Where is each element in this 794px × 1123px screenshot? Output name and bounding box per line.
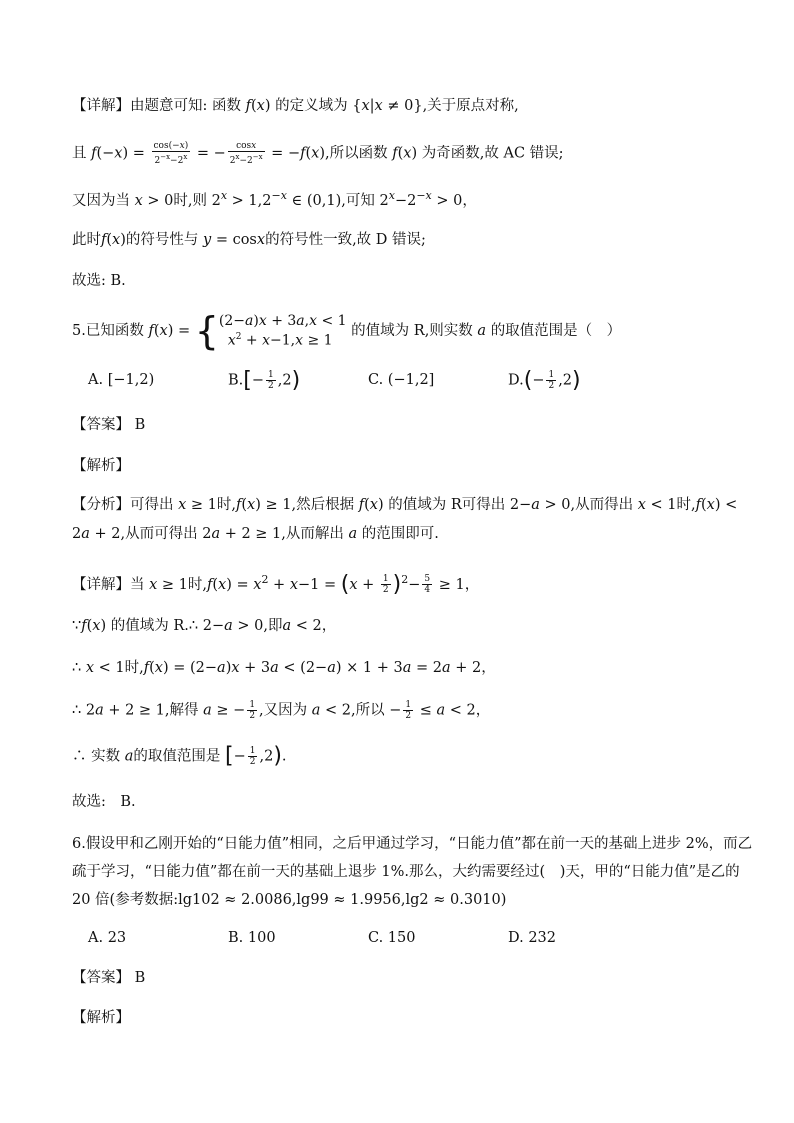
detail-line-3: 又因为当 x > 0时,则 $2^x > 1,2^{-x}$ ∈ (0,1),可知 $2^x-2^{-x} > 0$， — [72, 189, 477, 209]
analysis-line-2: 2a + 2,从而可得出 2a + 2 ≥ 1,从而解出 a 的范围即可. — [72, 526, 439, 542]
detail-step-5: ∴ 实数 a的取值范围是 [− $\frac{1}{2}$ ,2). — [72, 743, 287, 769]
detail-line-2: 且 f(−x) = $\frac{\cos(-x)}{2^{-x}-2^x}$ = − $\frac{\cos x}{2^x-2^{-x}}$ = −f(x),所以函数 f(x) 为奇函数,故 AC 错误; — [72, 141, 564, 166]
q5-answer: 【答案】 B — [72, 417, 146, 433]
q6-option-b: B. 100 — [228, 930, 276, 946]
question-6-line-1: 6.假设甲和乙刚开始的“日能力值”相同，之后甲通过学习，“日能力值”都在前一天的基础上进步 2%，而乙 — [72, 836, 753, 852]
detail-step-1: 【详解】当 x ≥ 1时$,f(x) = x^2 + x-1 = (x$ + $\frac{1}{2}$ )$^2$− $\frac{5}{4}$ ≥ 1， — [72, 571, 480, 597]
detail-label: 【详解】 — [72, 98, 130, 114]
q6-option-c: C. 150 — [368, 930, 416, 946]
analysis-line-1: 【分析】可得出 x ≥ 1时,f(x) ≥ 1,然后根据 f(x) 的值域为 R可得出 2−a > 0,从而得出 x < 1时,f(x) < — [72, 497, 738, 513]
q5-analysis-label: 【解析】 — [72, 458, 130, 474]
q5-option-d: D.(− $\frac{1}{2}$ ,2) — [508, 368, 581, 393]
detail-line-1: 【详解】由题意可知: 函数 f(x) 的定义域为 {x|x ≠ 0},关于原点对称, — [72, 98, 519, 114]
detail-step-2: ∵f(x) 的值域为 R.∴ 2−a > 0,即a < 2， — [72, 618, 337, 634]
q6-answer: 【答案】 B — [72, 970, 146, 986]
choose-line-2: 故选: B. — [72, 794, 136, 810]
q5-option-c: C. (−1,2] — [368, 372, 435, 388]
question-6-line-3: 20 倍(参考数据:lg102 ≈ 2.0086,lg99 ≈ 1.9956,lg2 ≈ 0.3010) — [72, 892, 507, 908]
detail-step-4: ∴ 2a + 2 ≥ 1,解得 a ≥ − $\frac{1}{2}$ ,又因为 a < 2,所以 − $\frac{1}{2}$ ≤ a < 2， — [72, 700, 491, 721]
q6-option-d: D. 232 — [508, 930, 557, 946]
question-5: 5.已知函数 f(x) = { (2−a)x + 3a,x < 1 $x^2 + x-1,x \ge 1$ 的值域为 R,则实数 a 的取值范围是（ ） — [72, 309, 622, 353]
choose-line-1: 故选: B. — [72, 273, 126, 289]
detail-step-3: ∴ x < 1时,f(x) = (2−a)x + 3a < (2−a) × 1 + 3a = 2a + 2， — [72, 660, 496, 676]
detail-line-4: 此时f(x)的符号性与 y = cosx的符号性一致,故 D 错误; — [72, 232, 426, 248]
q5-option-b: B.[− $\frac{1}{2}$ ,2) — [228, 368, 301, 393]
q6-analysis-label: 【解析】 — [72, 1010, 130, 1026]
q6-option-a: A. 23 — [88, 930, 127, 946]
question-6-line-2: 疏于学习，“日能力值”都在前一天的基础上退步 1%.那么，大约需要经过( )天，甲的“日能力值”是乙的 — [72, 864, 740, 880]
q5-option-a: A. [−1,2) — [88, 372, 155, 388]
